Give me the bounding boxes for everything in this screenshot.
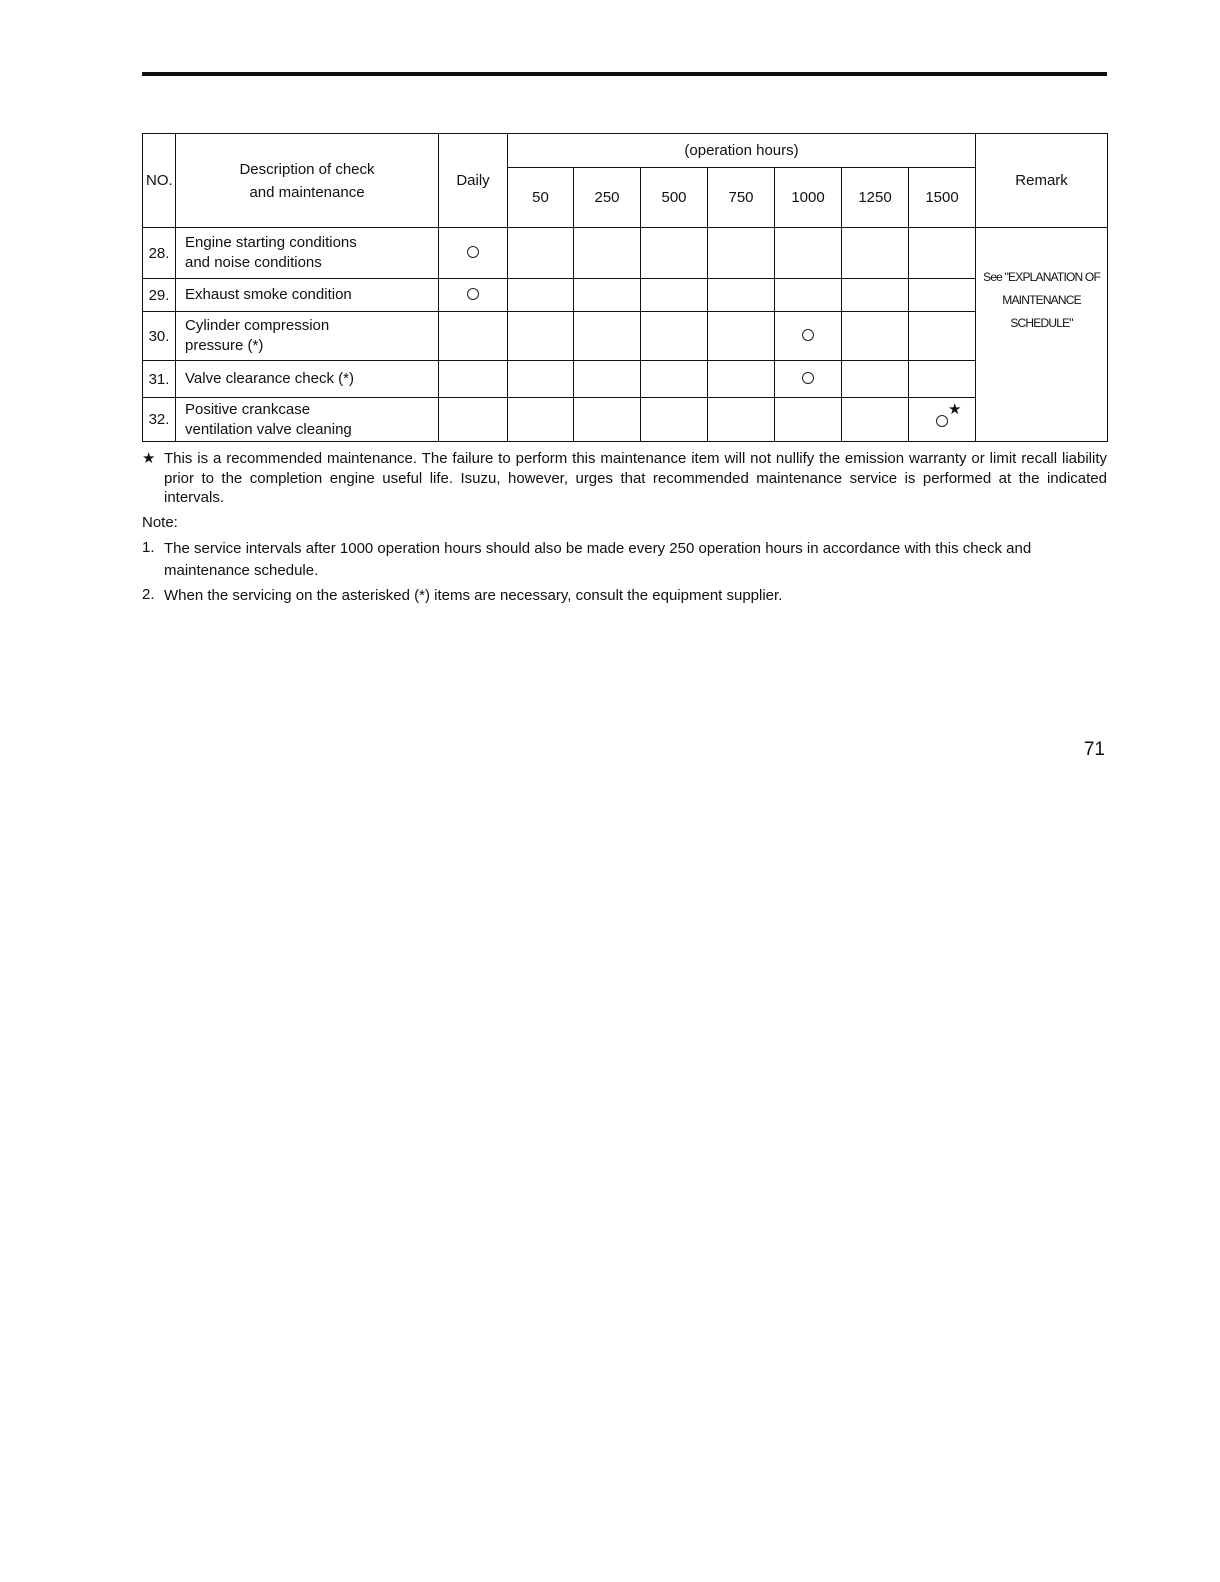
circle-mark-icon [467,288,479,300]
interval-cell-500 [641,228,708,279]
circle-mark-icon [802,372,814,384]
header-interval-50: 50 [508,168,574,228]
circle-mark-icon [802,329,814,341]
interval-cell-1250 [842,279,909,312]
interval-cell-500 [641,279,708,312]
row-description-line1: Exhaust smoke condition [185,286,352,303]
interval-cell-1000 [775,228,842,279]
header-interval-1000: 1000 [775,168,842,228]
header-interval-500: 500 [641,168,708,228]
daily-cell [439,361,508,398]
daily-cell [439,312,508,361]
interval-cell-1500 [909,361,976,398]
interval-cell-250 [574,279,641,312]
interval-cell-50 [508,279,574,312]
footnote-text: This is a recommended maintenance. The failure to perform this maintenance item will not nullify the emission warranty or limit recall liability prior to the completion engine useful life. Isuzu, however, urges that recommended maintenance service is performed at the indicated intervals. [164,450,1107,506]
interval-cell-250 [574,398,641,442]
interval-cell-1250 [842,228,909,279]
interval-cell-1000 [775,361,842,398]
interval-cell-50 [508,361,574,398]
row-description [176,312,439,361]
interval-cell-1250 [842,398,909,442]
interval-cell-1250 [842,312,909,361]
table-row [143,228,1108,279]
page-number: 71 [1083,739,1105,760]
header-daily: Daily [439,134,508,228]
row-description-line2: ventilation valve cleaning [185,420,352,438]
header-interval-1500: 1500 [909,168,976,228]
row-description-line1: Positive crankcase [185,400,311,418]
table-row [143,398,1108,442]
remark-text: See "EXPLANATION OF MAINTENANCE SCHEDULE" [983,270,1100,330]
interval-cell-750 [708,279,775,312]
interval-cell-50 [508,398,574,442]
circle-mark-icon [936,415,948,427]
interval-cell-750 [708,361,775,398]
interval-cell-750 [708,312,775,361]
daily-cell [439,228,508,279]
interval-cell-500 [641,398,708,442]
header-rule [142,72,1107,76]
row-description-line1: Valve clearance check (*) [185,370,354,387]
row-number: 30. [143,312,176,361]
star-icon: ★ [948,401,962,418]
footnote-star-icon: ★ [142,450,156,467]
interval-cell-250 [574,228,641,279]
remark-cell [976,228,1108,442]
interval-cell-250 [574,361,641,398]
note-item-2 [142,585,1107,607]
note-text: When the servicing on the asterisked (*) items are necessary, consult the equipment supplier. [164,587,783,604]
interval-cell-750 [708,398,775,442]
daily-cell [439,279,508,312]
interval-cell-500 [641,361,708,398]
circle-star-mark [936,401,962,431]
header-operation-hours: (operation hours) [508,134,976,168]
note-number: 1. [142,539,155,556]
note-number: 2. [142,586,155,603]
header-interval-750: 750 [708,168,775,228]
interval-cell-50 [508,228,574,279]
row-number: 29. [143,279,176,312]
interval-cell-500 [641,312,708,361]
table-row [143,279,1108,312]
header-remark: Remark [976,134,1108,228]
header-interval-250: 250 [574,168,641,228]
header-interval-1250: 1250 [842,168,909,228]
interval-cell-750 [708,228,775,279]
header-description-line2: and maintenance [249,183,365,201]
table-row [143,312,1108,361]
interval-cell-50 [508,312,574,361]
note-label: Note: [142,514,178,531]
footnote [142,449,1107,508]
row-description-line2: and noise conditions [185,254,322,271]
row-description [176,361,439,398]
row-number: 28. [143,228,176,279]
daily-cell [439,398,508,442]
interval-cell-1500 [909,228,976,279]
note-item-1 [142,538,1107,582]
interval-cell-1000 [775,279,842,312]
row-number: 32. [143,398,176,442]
row-description [176,228,439,279]
interval-cell-1500 [909,279,976,312]
row-description [176,398,439,442]
table-row [143,361,1108,398]
interval-cell-1000 [775,398,842,442]
interval-cell-1000 [775,312,842,361]
circle-mark-icon [467,246,479,258]
interval-cell-1250 [842,361,909,398]
maintenance-schedule-table [142,133,1108,442]
row-description-line2: pressure (*) [185,337,264,354]
row-description-line1: Engine starting conditions [185,234,357,251]
header-description [176,134,439,228]
row-description-line1: Cylinder compression [185,317,330,334]
header-no: NO. [143,134,176,228]
row-description [176,279,439,312]
interval-cell-1500 [909,398,976,442]
header-description-line1: Description of check [239,160,375,178]
interval-cell-250 [574,312,641,361]
note-text: The service intervals after 1000 operation hours should also be made every 250 operation hours in accordance with this check and maintenance schedule. [164,540,1032,579]
interval-cell-1500 [909,312,976,361]
row-number: 31. [143,361,176,398]
